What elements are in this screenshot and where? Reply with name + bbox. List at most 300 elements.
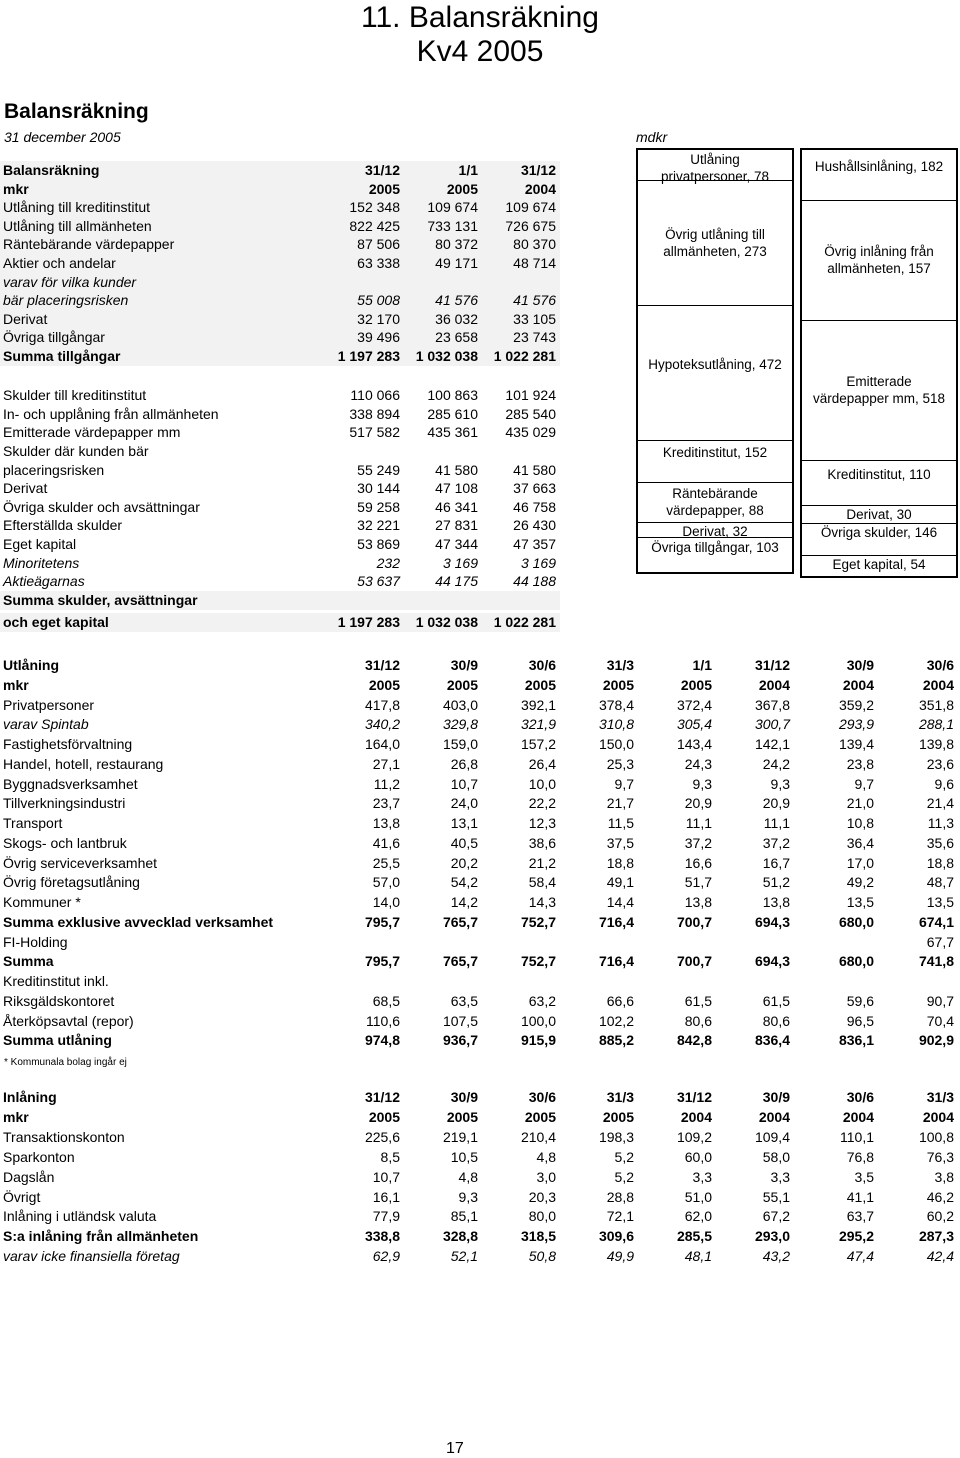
- row-value: 21,0: [846, 795, 874, 812]
- row-value: 77,9: [372, 1208, 400, 1225]
- row-value: 3,0: [536, 1168, 556, 1185]
- header-col: 2005: [446, 676, 478, 693]
- lending-row: [0, 893, 960, 912]
- row-value: 974,8: [364, 1032, 400, 1049]
- header-col: 2004: [922, 1108, 954, 1125]
- row-value: 66,6: [606, 992, 634, 1009]
- row-value: 47 108: [435, 480, 478, 497]
- header-col: 2004: [680, 1108, 712, 1125]
- row-value: 24,0: [450, 795, 478, 812]
- balance-row: [0, 554, 560, 573]
- row-value: 285 610: [427, 405, 478, 422]
- row-value: 13,1: [450, 815, 478, 831]
- row-value: 300,7: [754, 716, 790, 733]
- balance-row: [0, 291, 560, 310]
- row-value: 49,2: [846, 874, 874, 891]
- row-value: 9,3: [458, 1188, 478, 1205]
- row-value: 48,1: [684, 1248, 712, 1265]
- row-value: 63,5: [450, 992, 478, 1009]
- balance-row: [0, 461, 560, 480]
- header-col: 2005: [368, 676, 400, 693]
- row-value: 915,9: [520, 1032, 556, 1049]
- row-value: 10,7: [372, 1168, 400, 1185]
- row-label: Skulder till kreditinstitut: [3, 387, 147, 404]
- row-label: Skulder där kunden bär: [3, 443, 149, 459]
- diagram-segment: Övrig utlåning till allmänheten, 273: [663, 226, 767, 259]
- row-value: 96,5: [846, 1012, 874, 1029]
- row-value: 139,4: [838, 736, 874, 752]
- row-value: 14,0: [372, 894, 400, 910]
- row-label: Övrigt: [3, 1188, 41, 1205]
- row-value: 328,8: [442, 1228, 478, 1245]
- row-value: 14,3: [528, 894, 556, 910]
- lending-row: [0, 735, 960, 754]
- row-value: 46 758: [513, 498, 556, 515]
- row-value: 47 344: [435, 536, 478, 552]
- row-label: Övrig serviceverksamhet: [3, 854, 158, 871]
- header-col: 2005: [602, 676, 634, 693]
- row-value: 726 675: [505, 217, 556, 234]
- row-value: 9,3: [692, 775, 712, 792]
- row-label: Efterställda skulder: [3, 517, 123, 534]
- page-title: 11. Balansräkning: [361, 1, 599, 34]
- row-value: 54,2: [450, 874, 478, 891]
- row-value: 41 580: [513, 461, 556, 478]
- row-label: Eget kapital: [3, 536, 77, 552]
- row-value: 10,8: [846, 815, 874, 831]
- row-value: 20,9: [684, 795, 712, 812]
- lending-row: [0, 1012, 960, 1031]
- row-value: 37,2: [684, 834, 712, 851]
- balance-row: [0, 273, 560, 292]
- row-value: 902,9: [918, 1032, 954, 1049]
- deposits-row: [0, 1188, 960, 1207]
- lending-header-row: [0, 656, 960, 675]
- row-value: 5,2: [614, 1168, 634, 1185]
- row-value: 318,5: [520, 1228, 556, 1245]
- diagram-segment: Derivat, 32: [682, 524, 748, 539]
- row-value: 102,2: [598, 1012, 634, 1029]
- header-col: 2005: [524, 1108, 556, 1125]
- row-value: 288,1: [918, 716, 954, 733]
- row-value: 67,2: [762, 1208, 790, 1225]
- balance-row: [0, 498, 560, 517]
- row-value: 3,5: [854, 1168, 874, 1185]
- header-col: 30/6: [528, 657, 556, 673]
- row-label: Summa exklusive avvecklad verksamhet: [3, 913, 274, 930]
- row-value: 27,1: [372, 755, 400, 772]
- row-label: varav för vilka kunder: [3, 273, 137, 290]
- row-value: 372,4: [676, 696, 712, 713]
- balance-row: [0, 535, 560, 554]
- section-heading: Balansräkning: [4, 100, 149, 123]
- row-value: 9,6: [934, 775, 954, 792]
- row-value: 8,5: [380, 1148, 400, 1165]
- row-value: 21,7: [606, 795, 634, 812]
- row-value: 287,3: [918, 1228, 954, 1245]
- row-value: 11,3: [927, 815, 954, 831]
- balance-header-row: [0, 180, 560, 199]
- row-value: 43,2: [762, 1248, 790, 1265]
- row-value: 48 714: [513, 255, 556, 271]
- diagram-segment: Kreditinstitut, 110: [827, 466, 931, 482]
- row-value: 14,4: [606, 894, 634, 910]
- row-value: 694,3: [754, 953, 790, 970]
- header-col: 30/6: [926, 657, 954, 673]
- row-value: 359,2: [838, 696, 874, 713]
- row-value: 58,4: [528, 874, 556, 891]
- row-value: 885,2: [598, 1032, 634, 1049]
- row-value: 55 249: [357, 461, 400, 478]
- page-subtitle: Kv4 2005: [416, 35, 544, 68]
- row-value: 10,5: [450, 1148, 478, 1165]
- header-col: 2004: [524, 180, 556, 197]
- balance-row: [0, 217, 560, 236]
- row-value: 139,8: [918, 736, 954, 752]
- row-value: 5,2: [614, 1148, 634, 1165]
- header-col: 2004: [922, 676, 954, 693]
- row-value: 674,1: [918, 913, 954, 930]
- row-value: 41,6: [372, 834, 400, 851]
- deposits-table: [0, 1088, 960, 1268]
- row-label: och eget kapital: [3, 614, 109, 631]
- row-label: Kommuner *: [3, 894, 81, 910]
- row-label: Inlåning i utländsk valuta: [3, 1208, 157, 1225]
- row-value: 305,4: [676, 716, 712, 733]
- row-value: 80,6: [684, 1012, 712, 1029]
- row-value: 1 197 283: [337, 348, 400, 364]
- row-value: 30 144: [357, 480, 400, 497]
- balance-row: [0, 254, 560, 273]
- row-value: 85,1: [450, 1208, 478, 1225]
- row-label: Transport: [3, 815, 63, 831]
- row-value: 198,3: [598, 1128, 634, 1145]
- header-col: 2005: [680, 676, 712, 693]
- row-label: Tillverkningsindustri: [3, 795, 126, 812]
- row-value: 61,5: [762, 992, 790, 1009]
- row-value: 3,3: [770, 1168, 790, 1185]
- lending-row: [0, 696, 960, 715]
- row-label: Summa tillgångar: [3, 348, 121, 364]
- row-value: 76,3: [926, 1148, 954, 1165]
- row-value: 80,0: [528, 1208, 556, 1225]
- row-value: 517 582: [349, 424, 400, 441]
- header-col: 30/9: [846, 657, 874, 673]
- row-value: 57,0: [372, 874, 400, 891]
- header-col: 30/9: [762, 1089, 790, 1105]
- row-label: Riksgäldskontoret: [3, 992, 115, 1009]
- row-value: 435 029: [505, 424, 556, 441]
- row-value: 13,5: [926, 894, 954, 910]
- row-value: 765,7: [442, 953, 478, 970]
- header-col: 2004: [842, 1108, 874, 1125]
- segment-divider: [802, 320, 956, 321]
- header-col: 2004: [842, 676, 874, 693]
- row-value: 41 580: [435, 461, 478, 478]
- segment-divider: [638, 180, 792, 181]
- row-value: 90,7: [926, 992, 954, 1009]
- row-label: Utlåning till kreditinstitut: [3, 199, 151, 216]
- header-col: 2005: [368, 1108, 400, 1125]
- row-value: 21,4: [926, 795, 954, 812]
- row-value: 20,2: [450, 854, 478, 871]
- row-value: 417,8: [364, 696, 400, 713]
- row-label: Summa skulder, avsättningar: [3, 591, 198, 608]
- row-value: 24,3: [684, 755, 712, 772]
- row-value: 752,7: [520, 913, 556, 930]
- balance-row: [0, 235, 560, 254]
- row-value: 225,6: [364, 1128, 400, 1145]
- header-col: 31/12: [520, 162, 556, 178]
- row-value: 20,3: [528, 1188, 556, 1205]
- row-label: varav Spintab: [3, 716, 89, 733]
- balance-sheet-table: [0, 161, 560, 641]
- liabilities-column: [800, 148, 958, 578]
- row-label: Handel, hotell, restaurang: [3, 755, 164, 772]
- row-value: 107,5: [442, 1012, 478, 1029]
- row-value: 44 188: [513, 573, 556, 590]
- row-value: 48,7: [926, 874, 954, 891]
- row-value: 63,2: [528, 992, 556, 1009]
- lending-row: [0, 972, 960, 991]
- row-label: Emitterade värdepapper mm: [3, 424, 181, 441]
- row-value: 159,0: [442, 736, 478, 752]
- row-label: Derivat: [3, 310, 48, 327]
- row-value: 13,8: [762, 894, 790, 910]
- lending-row: [0, 834, 960, 853]
- lending-row: [0, 1031, 960, 1050]
- row-label: Aktier och andelar: [3, 255, 116, 271]
- row-value: 20,9: [762, 795, 790, 812]
- row-value: 110 066: [350, 387, 400, 404]
- row-value: 26 430: [513, 517, 556, 534]
- assets-column: [636, 148, 794, 574]
- page-number: 17: [446, 1440, 464, 1457]
- row-label: Övriga tillgångar: [3, 329, 105, 346]
- row-value: 55 008: [357, 292, 400, 309]
- row-value: 700,7: [676, 953, 712, 970]
- row-label: Övrig företagsutlåning: [3, 874, 140, 891]
- deposits-row: [0, 1247, 960, 1266]
- segment-divider: [638, 305, 792, 306]
- header-col: 30/6: [846, 1089, 874, 1105]
- footnote: * Kommunala bolag ingår ej: [4, 1057, 127, 1068]
- header-col: 30/9: [450, 1089, 478, 1105]
- row-value: 61,5: [684, 992, 712, 1009]
- row-value: 21,2: [528, 854, 556, 871]
- row-value: 100,8: [918, 1128, 954, 1145]
- row-value: 60,2: [926, 1208, 954, 1225]
- header-label: mkr: [3, 180, 29, 197]
- lending-row: [0, 715, 960, 734]
- row-value: 680,0: [838, 913, 874, 930]
- header-col: 31/12: [754, 657, 790, 673]
- row-value: 822 425: [349, 217, 400, 234]
- row-value: 53 869: [357, 536, 400, 552]
- row-value: 67,7: [926, 933, 954, 950]
- row-label: Derivat: [3, 480, 48, 497]
- row-value: 836,1: [838, 1032, 874, 1049]
- row-label: Minoritetens: [3, 554, 80, 571]
- lending-row: [0, 873, 960, 892]
- row-value: 49,1: [606, 874, 634, 891]
- lending-row: [0, 913, 960, 932]
- balance-row: [0, 442, 560, 461]
- row-value: 310,8: [598, 716, 634, 733]
- row-value: 38,6: [528, 834, 556, 851]
- row-label: Summa: [3, 953, 54, 970]
- header-col: 2004: [758, 1108, 790, 1125]
- row-value: 41 576: [513, 292, 556, 309]
- row-value: 44 175: [435, 573, 478, 590]
- row-value: 36 032: [435, 310, 478, 327]
- row-value: 1 022 281: [493, 348, 556, 364]
- balance-diagram: [636, 148, 958, 608]
- row-value: 72,1: [606, 1208, 634, 1225]
- row-value: 80 370: [513, 236, 556, 253]
- header-col: 2004: [758, 676, 790, 693]
- row-value: 13,8: [372, 815, 400, 831]
- row-value: 47,4: [846, 1248, 874, 1265]
- row-value: 16,7: [762, 854, 790, 871]
- row-label: Byggnadsverksamhet: [3, 775, 138, 792]
- row-value: 26,4: [528, 755, 556, 772]
- header-col: 31/12: [364, 162, 400, 178]
- row-value: 109,2: [676, 1128, 712, 1145]
- row-value: 142,1: [754, 736, 790, 752]
- row-value: 100,0: [520, 1012, 556, 1029]
- row-value: 378,4: [598, 696, 634, 713]
- diagram-segment: Övriga tillgångar, 103: [651, 539, 779, 555]
- row-value: 80,6: [762, 1012, 790, 1029]
- lending-row: [0, 952, 960, 971]
- row-label: bär placeringsrisken: [3, 292, 129, 309]
- row-value: 1 032 038: [415, 614, 478, 631]
- segment-divider: [638, 482, 792, 483]
- row-value: 285 540: [505, 405, 556, 422]
- row-value: 11,1: [685, 815, 712, 831]
- row-value: 51,7: [684, 874, 712, 891]
- row-value: 53 637: [357, 573, 400, 590]
- row-value: 49 171: [435, 255, 478, 271]
- row-value: 55,1: [762, 1188, 790, 1205]
- row-value: 716,4: [598, 953, 634, 970]
- row-value: 63,7: [846, 1208, 874, 1225]
- row-value: 26,8: [450, 755, 478, 772]
- header-col: 2005: [602, 1108, 634, 1125]
- deposits-header-row: [0, 1108, 960, 1127]
- lending-row: [0, 794, 960, 813]
- row-value: 51,0: [684, 1188, 712, 1205]
- row-label: Aktieägarnas: [3, 573, 85, 590]
- row-value: 10,0: [528, 775, 556, 792]
- row-label: S:a inlåning från allmänheten: [3, 1228, 199, 1245]
- balance-row: [0, 386, 560, 405]
- row-value: 80 372: [435, 236, 478, 253]
- row-value: 219,1: [442, 1128, 478, 1145]
- row-value: 109 674: [427, 199, 478, 216]
- header-col: 2005: [446, 1108, 478, 1125]
- diagram-segment: Utlåning privatpersoner, 78: [660, 152, 770, 184]
- diagram-segment: Kreditinstitut, 152: [662, 445, 768, 460]
- row-value: 309,6: [598, 1228, 634, 1245]
- row-value: 795,7: [364, 913, 400, 930]
- row-label: Skogs- och lantbruk: [3, 834, 127, 851]
- segment-divider: [802, 460, 956, 461]
- row-value: 4,8: [536, 1148, 556, 1165]
- row-label: Övriga skulder och avsättningar: [3, 498, 200, 515]
- row-value: 13,8: [684, 894, 712, 910]
- row-value: 1 022 281: [493, 614, 556, 631]
- row-value: 109,4: [754, 1128, 790, 1145]
- row-value: 100 863: [427, 387, 478, 404]
- row-value: 741,8: [918, 953, 954, 970]
- row-value: 58,0: [762, 1148, 790, 1165]
- row-value: 62,9: [372, 1248, 400, 1265]
- row-value: 293,9: [838, 716, 874, 733]
- row-value: 40,5: [450, 834, 478, 851]
- header-col: 31/12: [364, 1089, 400, 1105]
- balance-row: [0, 479, 560, 498]
- header-col: 2005: [368, 180, 400, 197]
- row-value: 765,7: [442, 913, 478, 930]
- row-label: FI-Holding: [3, 933, 68, 950]
- row-value: 329,8: [442, 716, 478, 733]
- row-value: 32 170: [357, 310, 400, 327]
- row-value: 1 197 283: [337, 614, 400, 631]
- row-value: 836,4: [754, 1032, 790, 1049]
- row-value: 28,8: [606, 1188, 634, 1205]
- row-value: 210,4: [520, 1128, 556, 1145]
- deposits-row: [0, 1168, 960, 1187]
- row-value: 13,5: [846, 894, 874, 910]
- lending-row: [0, 755, 960, 774]
- row-label: Summa utlåning: [3, 1032, 112, 1049]
- lending-table: [0, 656, 960, 1076]
- diagram-segment: Hypoteksutlåning, 472: [648, 356, 782, 372]
- diagram-segment: Derivat, 30: [846, 507, 912, 522]
- balance-row: [0, 310, 560, 329]
- row-value: 10,7: [450, 775, 478, 792]
- row-value: 11,5: [607, 815, 634, 831]
- row-value: 14,2: [450, 894, 478, 910]
- header-label: mkr: [3, 1108, 29, 1125]
- row-value: 11,2: [373, 775, 400, 792]
- row-value: 33 105: [513, 310, 556, 327]
- row-label: placeringsrisken: [3, 461, 105, 478]
- row-value: 22,2: [528, 795, 556, 812]
- row-label: Utlåning till allmänheten: [3, 217, 152, 234]
- row-value: 232: [376, 554, 400, 571]
- balance-row: [0, 347, 560, 366]
- row-value: 338 894: [349, 405, 400, 422]
- header-col: 30/6: [528, 1089, 556, 1105]
- row-value: 62,0: [684, 1208, 712, 1225]
- row-value: 716,4: [598, 913, 634, 930]
- row-value: 35,6: [926, 834, 954, 851]
- row-value: 39 496: [357, 329, 400, 346]
- row-value: 700,7: [676, 913, 712, 930]
- row-value: 25,3: [606, 755, 634, 772]
- diagram-segment: Övrig inlåning från allmänheten, 157: [824, 244, 934, 276]
- row-value: 435 361: [427, 424, 478, 441]
- row-value: 60,0: [684, 1148, 712, 1165]
- balance-header-row: [0, 161, 560, 180]
- row-value: 157,2: [520, 736, 556, 752]
- header-label: mkr: [3, 676, 29, 693]
- row-value: 23,7: [372, 795, 400, 812]
- row-value: 12,3: [528, 815, 556, 831]
